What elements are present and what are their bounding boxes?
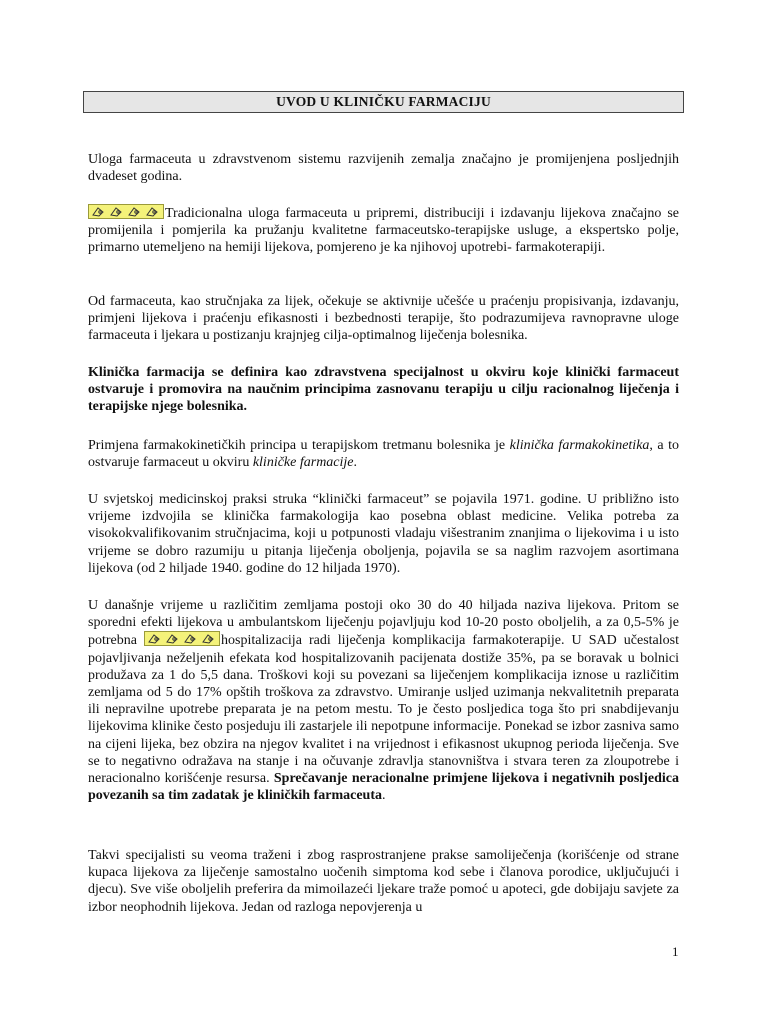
paragraph-2-text: Tradicionalna uloga farmaceuta u pripremi, distribuciji i izdavanju lijekova značajno se promijenila i pomjerila ka pružanju kvalitetne farmaceutsko-terapijske usluge, a ekspertsko polje, primarno utemeljeno na hemiji lijekova, pomjereno je ka njihovoj upotrebi- farmakoterapiji. [88,206,679,256]
paragraph-3: Od farmaceuta, kao stručnjaka za lijek, očekuje se aktivnije učešće u praćenju propisivanja, izdavanju, primjeni lijekova i praćenju efikasnosti i bezbednosti terapije, što podrazumijeva ravnopravne uloge farmaceuta i ljekara u postizanju krajnjeg cilja-optimalnog liječenja bolesnika. [88,294,679,344]
definition-paragraph: Klinička farmacija se definira kao zdravstvena specijalnost u okviru koje klinički farmaceut ostvaruje i promovira na naučnim principima zasnovanu terapiju u cilju racionalnog liječenja i terapijske njege bolesnika. [88,365,679,415]
p5-text-e: . [353,455,358,471]
paragraph-5 [88,437,679,471]
p5-text-c: , a to ostvaruje farmaceut u okviru [88,438,679,471]
document-title: UVOD U KLINIČKU FARMACIJU [83,91,684,113]
p7-bold-statement: Sprečavanje neracionalne primjene lijekova i negativnih posljedica povezanih sa tim zadatak je kliničkih farmaceuta [88,771,679,804]
paragraph-6: U svjetskoj medicinskoj praksi struka “klinički farmaceut” se pojavila 1971. godine. U približno isto vrijeme izdvojila se klinička farmakologija kao posebna oblast medicine. Velika potreba za visokokvalifikovanim stručnjacima, koji u potpunosti vladaju višestranim znanjima o lijekovima i u isto vrijeme se dobro razumiju u pitanja liječenja oboljenja, pojavila se sa naglim razvojem asortimana lijekova (od 2 hiljade 1940. godine do 12 hiljada 1970). [88,492,679,576]
p7-text-d: . [382,788,386,804]
paragraph-8: Takvi specijalisti su veoma traženi i zbog rasprostranjene prakse samoliječenja (korišćenje od strane kupaca lijekova za liječenje samostalno uočenih simptoma kod sebe i članova porodice, uključujući i djecu). Sve više oboljelih preferira da mimoilazeći ljekare traže pomoć u apoteci, gde dobijaju savjete za izbor neophodnih lijekova. Jedan od razloga nepovjerenja u [88,848,679,915]
paragraph-1: Uloga farmaceuta u zdravstvenom sistemu razvijenih zemalja značajno je promijenjena posljednjih dvadeset godina. [88,152,679,185]
highlight-marker-icon [144,631,220,646]
highlight-marker-icon [88,204,164,219]
page-number: 1 [672,944,679,959]
paragraph-2 [88,204,679,257]
p7-text-b: hospitalizacija radi liječenja komplikacija farmakoterapije. U SAD učestalost pojavljivanja neželjenih efekata kod hospitalizovanih pacijenata dostiže 35%, pa se boravak u bolnici produžava za 1 do 5,5 dana. Troškovi koji su povezani sa liječenjem komplikacija iznose u različitim zemljama od 5 do 17% opštih troškova za zdravstvo. Umiranje usljed uzimanja nekvalitetnih preparata ili nepravilne upotrebe preparata je na petom mestu. To je često posljedica toga što pri snabdijevanju lijekovima klinike često posjeduju ili zastarjele ili nepotpune informacije. Ponekad se izbor zasniva samo na cijeni lijeka, bez obzira na njegov kvalitet i na vrijednost i efikasnost ukupnog perioda liječenja. Sve se to negativno odražava na stanje i na očuvanje zdravlja stanovništva i stvara teren za zloupotrebe i neracionalno korišćenje resursa. [88,633,679,787]
p5-italic-term-2: kliničke farmacije [252,455,354,471]
p5-text-a: Primjena farmakokinetičkih principa u terapijskom tretmanu bolesnika je [88,438,510,453]
p5-italic-term-1: klinička farmakokinetika [509,438,650,453]
p7-text-a: U današnje vrijeme u različitim zemljama postoji oko 30 do 40 hiljada naziva lijekova. Pritom se sporedni efekti lijekova u ambulantskom liječenju pojavljuju kod 10-20 posto oboljelih, a za 0,5-5% je potrebna [88,598,679,649]
paragraph-7 [88,597,679,804]
